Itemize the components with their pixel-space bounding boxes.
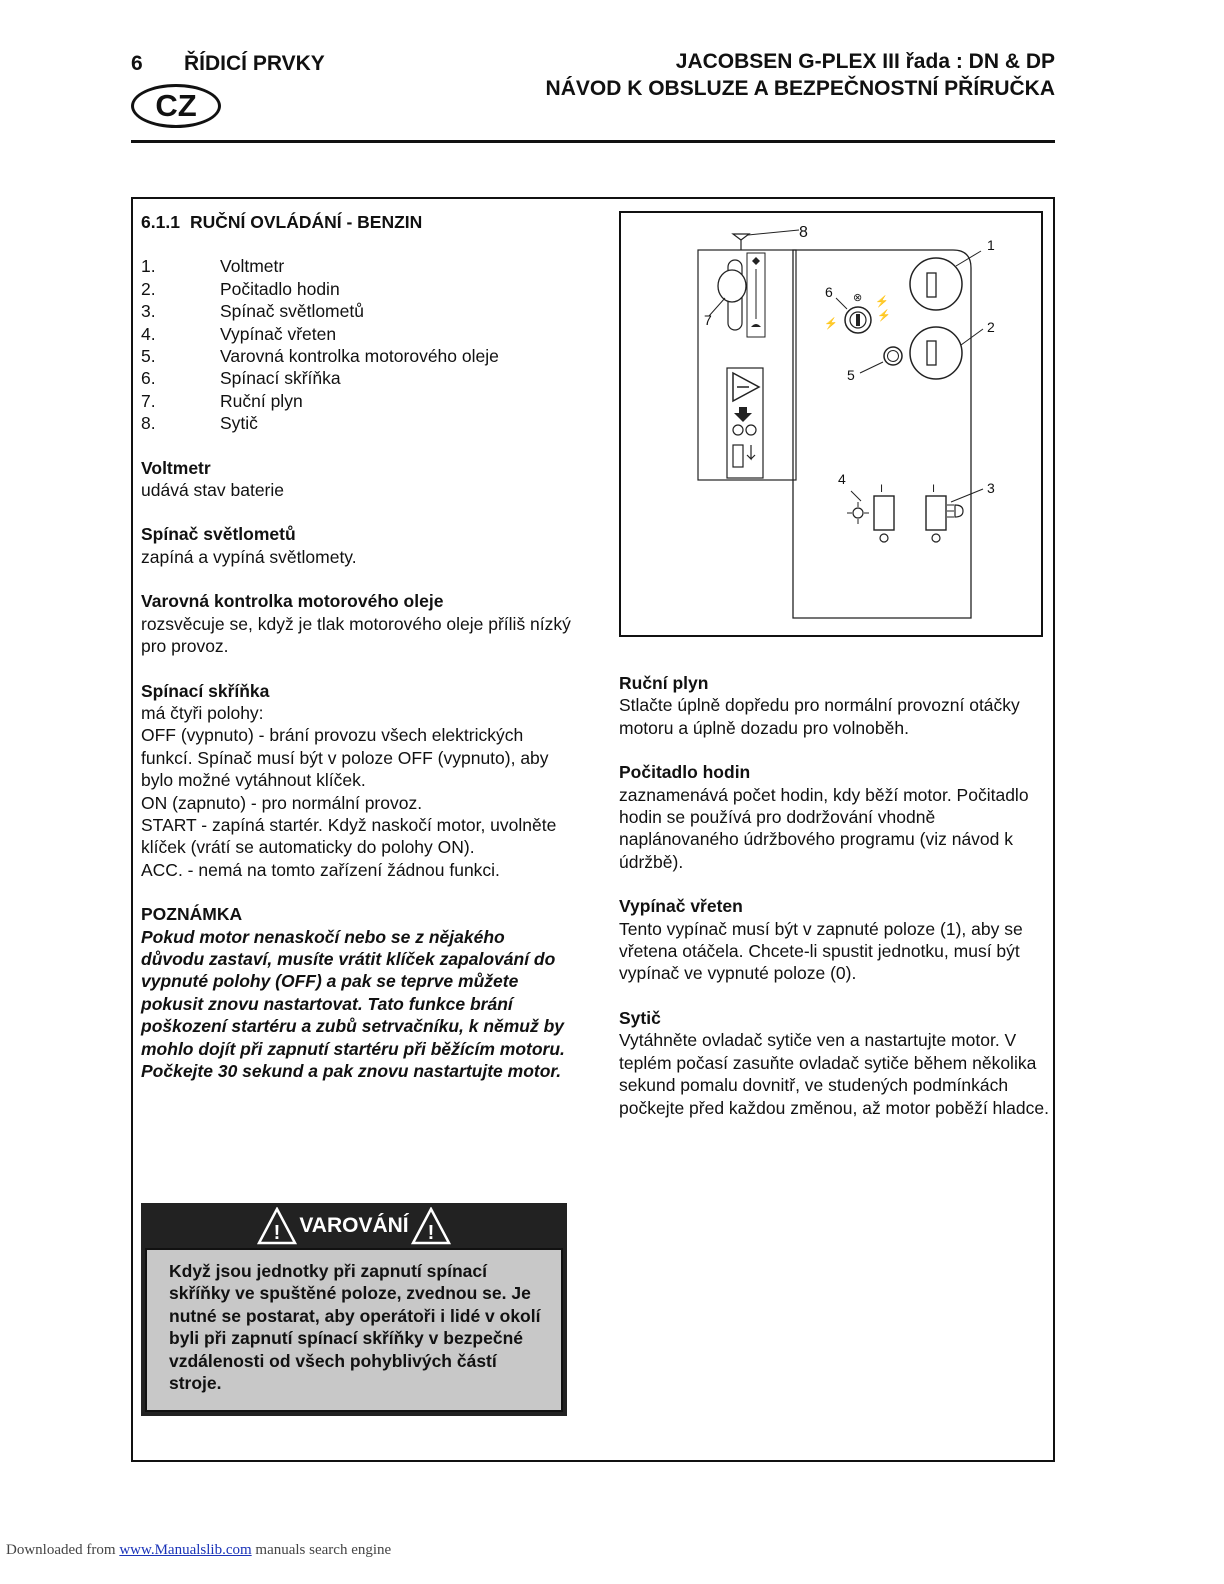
- svg-text:!: !: [274, 1221, 281, 1244]
- page-number: 6: [131, 52, 143, 75]
- headlight-switch-on-mark: I: [932, 483, 936, 495]
- headlight-icon: [955, 505, 963, 517]
- oil-warning-block: [141, 590, 571, 657]
- callout-3: 3: [987, 480, 995, 496]
- warning-header: [141, 1203, 567, 1248]
- block-title: Sytič: [619, 1007, 661, 1028]
- list-item-number: 6.: [141, 368, 156, 389]
- control-panel-figure: [619, 211, 1043, 637]
- block-line: ON (zapnuto) - pro normální provoz.: [141, 792, 423, 813]
- left-column: [141, 211, 571, 1104]
- list-item-number: 5.: [141, 346, 156, 367]
- choke-block: [619, 1007, 1049, 1119]
- reel-switch-on-mark: I: [880, 483, 884, 495]
- manual-symbol-icon: [733, 445, 743, 467]
- headlight-switch-icon: [926, 496, 946, 530]
- block-title: Voltmetr: [141, 457, 211, 478]
- list-item-label: Voltmetr: [220, 256, 285, 277]
- warning-triangle-icon: [257, 1207, 297, 1245]
- block-title: Spínací skříňka: [141, 680, 270, 701]
- block-title: Ruční plyn: [619, 673, 709, 693]
- block-title: Vypínač vřeten: [619, 896, 743, 917]
- list-item: [141, 412, 571, 434]
- list-item-label: Vypínač vřeten: [220, 323, 337, 344]
- headlight-switch-block: [141, 523, 571, 568]
- callout-8: 8: [799, 224, 808, 241]
- warning-text: Když jsou jednotky při zapnutí spínací skříňky ve spuštěné poloze, zvednou se. Je nutné se postarat, aby operátoři i lidé v okolí byli při zapnutí spínací skříňky v bezpečné vzdálenosti od všech pohyblivých částí stroje.: [169, 1261, 541, 1394]
- reel-gear-icon: [853, 508, 863, 518]
- block-title: Spínač světlometů: [141, 524, 296, 545]
- warning-triangle-icon: [411, 1207, 451, 1245]
- list-item: [141, 390, 571, 412]
- callout-6: 6: [825, 284, 833, 300]
- header-divider: [131, 140, 1055, 143]
- section-number: 6.1.1: [141, 212, 180, 232]
- throttle-block: [619, 672, 1049, 739]
- block-line: ACC. - nemá na tomto zařízení žádnou funkci.: [141, 859, 500, 880]
- svg-text:!: !: [427, 1221, 434, 1244]
- reel-switch-block: [619, 895, 1049, 985]
- callout-5: 5: [847, 367, 855, 383]
- download-footer: [6, 1542, 391, 1559]
- footer-link[interactable]: www.Manualslib.com: [119, 1542, 252, 1558]
- section-title: [141, 211, 571, 233]
- svg-text:⚡: ⚡: [824, 318, 838, 330]
- svg-text:⚡: ⚡: [877, 310, 891, 322]
- block-line: START - zapíná startér. Když naskočí motor, uvolněte klíček (vrátí se automaticky do polohy ON).: [141, 814, 557, 858]
- hour-meter-block: [619, 761, 1049, 873]
- block-text: rozsvěcuje se, když je tlak motorového oleje příliš nízký pro provoz.: [141, 613, 571, 657]
- reel-switch-off-mark: [880, 534, 888, 542]
- rabbit-icon: [752, 257, 760, 265]
- block-text: Vytáhněte ovladač sytiče ven a nastartujte motor. V teplém počasí zasuňte ovladač sytiče během několika sekund pomalu dovnitř, ve studených podmínkách počkejte před každou změnou, až motor poběží hladce.: [619, 1030, 1049, 1118]
- document-title: [546, 48, 1055, 102]
- document-title-line1: JACOBSEN G-PLEX III řada : DN & DP: [675, 50, 1055, 73]
- list-item-number: 3.: [141, 301, 156, 322]
- choke-knob-icon: [733, 234, 749, 240]
- language-badge-label: CZ: [155, 88, 197, 123]
- list-item-label: Počitadlo hodin: [220, 278, 340, 299]
- throttle-knob-icon: [718, 270, 746, 302]
- list-item-number: 1.: [141, 256, 156, 277]
- list-item-label: Spínač světlometů: [220, 301, 364, 322]
- block-line: má čtyři polohy:: [141, 702, 264, 723]
- block-text: zapíná a vypíná světlomety.: [141, 546, 357, 567]
- ignition-block: [141, 680, 571, 882]
- down-arrow-icon: [734, 407, 752, 422]
- block-title: Varovná kontrolka motorového oleje: [141, 591, 444, 612]
- reel-switch-icon: [874, 496, 894, 530]
- list-item: [141, 323, 571, 345]
- right-column: [619, 672, 1049, 1141]
- list-item: [141, 255, 571, 277]
- footer-prefix: Downloaded from: [6, 1542, 120, 1558]
- list-item: [141, 367, 571, 389]
- block-text: zaznamenává počet hodin, kdy běží motor. Počitadlo hodin se používá pro dodržování vhodně naplánovaného údržbového programu (viz návod k údržbě).: [619, 784, 1029, 872]
- block-text: udává stav baterie: [141, 480, 285, 501]
- note-text: Pokud motor nenaskočí nebo se z nějakého důvodu zastaví, musíte vrátit klíček zapalování do vypnuté polohy (OFF) a pak se teprve můžete pokusit znovu nastartovat. Tato funkce brání poškození startéru a zubů setrvačníku, k němuž by mohlo dojít při zapnutí startéru při běžícím motoru. Počkejte 30 sekund a pak znovu nastartujte motor.: [141, 926, 565, 1081]
- list-item: [141, 278, 571, 300]
- svg-text:⚡: ⚡: [875, 296, 889, 308]
- section-title-text: RUČNÍ OVLÁDÁNÍ - BENZIN: [189, 212, 423, 232]
- control-panel-diagram: [621, 213, 1041, 635]
- block-line: OFF (vypnuto) - brání provozu všech elektrických funkcí. Spínač musí být v poloze OFF (vypnuto), aby bylo možné vytáhnout klíček.: [141, 725, 549, 791]
- callout-7: 7: [704, 312, 712, 328]
- turtle-icon: [751, 324, 761, 327]
- list-item-number: 4.: [141, 323, 156, 344]
- list-item-number: 8.: [141, 413, 156, 434]
- note-block: [141, 903, 571, 1082]
- oil-warning-lamp-icon: [884, 347, 902, 365]
- list-item-label: Sytič: [220, 413, 258, 434]
- warning-box: [141, 1203, 567, 1416]
- callout-4: 4: [838, 471, 846, 487]
- warning-text-panel: [145, 1248, 563, 1412]
- rotate-icon: [733, 425, 743, 435]
- section-heading: ŘÍDICÍ PRVKY: [184, 52, 325, 75]
- block-text: Tento vypínač musí být v zapnuté poloze (1), aby se vřetena otáčela. Chcete-li spustit jednotku, musí být vypínač ve vypnuté poloze (0).: [619, 918, 1023, 984]
- parts-list: [141, 255, 571, 434]
- document-title-line2: NÁVOD K OBSLUZE A BEZPEČNOSTNÍ PŘÍRUČKA: [545, 77, 1055, 100]
- footer-suffix: manuals search engine: [251, 1542, 392, 1558]
- language-badge: [131, 84, 221, 128]
- list-item: [141, 345, 571, 367]
- list-item-label: Varovná kontrolka motorového oleje: [220, 346, 499, 367]
- list-item-number: 2.: [141, 278, 156, 299]
- list-item-number: 7.: [141, 390, 156, 411]
- warning-title: VAROVÁNÍ: [299, 1213, 409, 1237]
- voltmeter-block: [141, 457, 571, 502]
- list-item: [141, 300, 571, 322]
- note-title: POZNÁMKA: [141, 904, 243, 925]
- list-item-label: Spínací skříňka: [220, 368, 341, 389]
- svg-text:⊗: ⊗: [853, 292, 863, 304]
- headlight-switch-off-mark: [932, 534, 940, 542]
- callout-2: 2: [987, 319, 995, 335]
- block-title: Počitadlo hodin: [619, 762, 751, 783]
- block-text: Stlačte úplně dopředu pro normální provozní otáčky motoru a úplně dozadu pro volnoběh.: [619, 695, 1020, 738]
- list-item-label: Ruční plyn: [220, 390, 303, 411]
- callout-1: 1: [987, 237, 995, 253]
